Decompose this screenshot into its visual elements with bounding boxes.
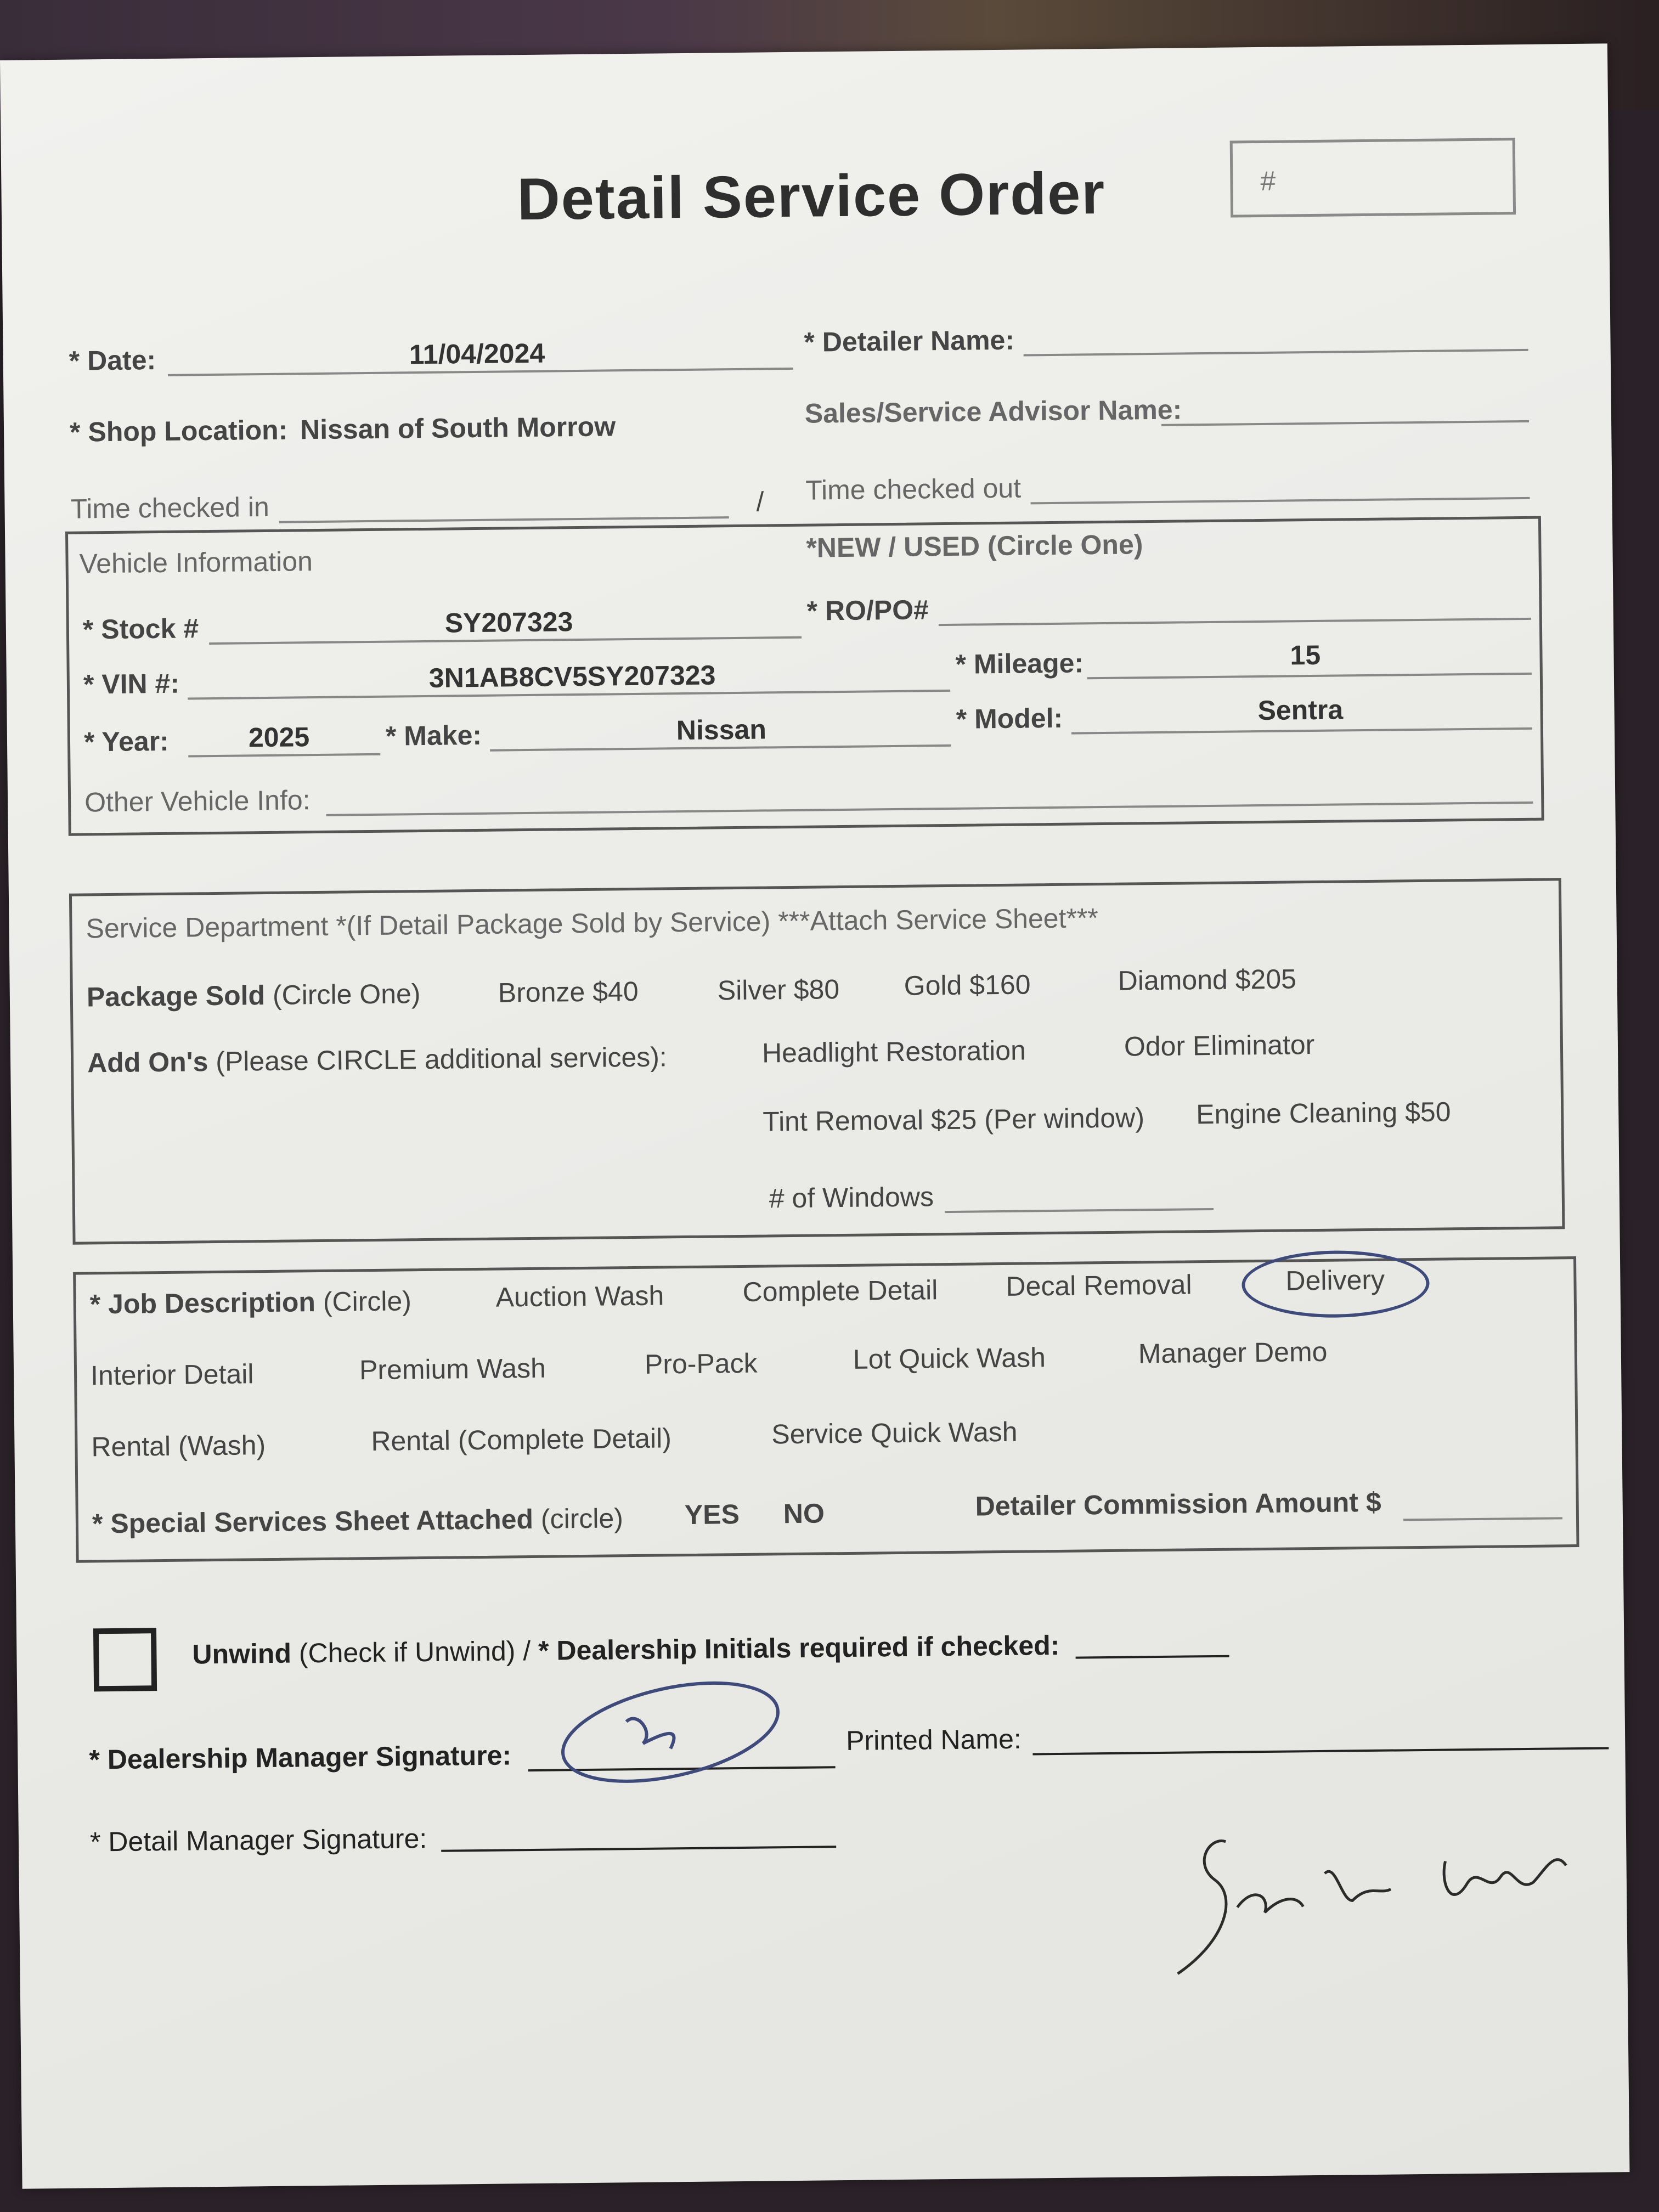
package-gold[interactable]: Gold $160 <box>904 969 1031 1001</box>
addons-title: Add On's <box>87 1046 208 1079</box>
job-interior-detail[interactable]: Interior Detail <box>90 1358 254 1391</box>
job-decal-removal[interactable]: Decal Removal <box>1006 1269 1192 1302</box>
time-out-label: Time checked out <box>805 472 1022 506</box>
advisor-name-label: Sales/Service Advisor Name: <box>804 394 1182 429</box>
shop-location-value: Nissan of South Morrow <box>300 411 616 445</box>
job-description-title: * Job Description <box>89 1286 316 1320</box>
job-description-hint: (Circle) <box>323 1285 412 1317</box>
make-label: * Make: <box>385 719 482 752</box>
commission-label: Detailer Commission Amount $ <box>975 1486 1381 1522</box>
time-out-line <box>1031 497 1530 505</box>
package-sold-label <box>87 978 421 1013</box>
special-services-hint: (circle) <box>540 1503 624 1534</box>
ro-po-label: * RO/PO# <box>806 594 929 627</box>
job-auction-wash[interactable]: Auction Wash <box>495 1280 664 1313</box>
addons-label <box>87 1041 667 1079</box>
printed-name-line <box>1032 1747 1609 1755</box>
windows-count-label: # of Windows <box>769 1181 934 1214</box>
package-sold-hint: (Circle One) <box>272 978 421 1011</box>
unwind-checkbox[interactable] <box>93 1628 157 1691</box>
detail-manager-signature-line <box>441 1846 836 1852</box>
mileage-label: * Mileage: <box>955 647 1084 680</box>
initials-required-label: * Dealership Initials required if checked: <box>538 1629 1060 1666</box>
service-department-heading: Service Department *(If Detail Package Sold by Service) ***Attach Service Sheet*** <box>86 902 1099 944</box>
model-label: * Model: <box>956 702 1063 735</box>
service-order-sheet <box>0 43 1629 2188</box>
addon-odor-eliminator[interactable]: Odor Eliminator <box>1124 1029 1315 1062</box>
job-manager-demo[interactable]: Manager Demo <box>1138 1336 1328 1369</box>
package-diamond[interactable]: Diamond $205 <box>1118 963 1297 996</box>
make-value: Nissan <box>676 714 767 746</box>
special-services-title: * Special Services Sheet Attached <box>92 1503 534 1539</box>
job-premium-wash[interactable]: Premium Wash <box>359 1352 546 1386</box>
job-rental-complete-detail[interactable]: Rental (Complete Detail) <box>371 1423 672 1457</box>
mileage-value: 15 <box>1290 639 1321 671</box>
special-services-no[interactable]: NO <box>783 1498 825 1530</box>
shop-location-label: * Shop Location: <box>69 414 288 448</box>
year-label: * Year: <box>83 725 170 758</box>
job-service-quick-wash[interactable]: Service Quick Wash <box>771 1416 1018 1450</box>
time-in-label: Time checked in <box>70 491 270 524</box>
advisor-name-line <box>1161 420 1529 426</box>
date-label: * Date: <box>69 345 156 376</box>
vehicle-info-heading: Vehicle Information <box>79 546 313 579</box>
addon-headlight-restoration[interactable]: Headlight Restoration <box>761 1035 1026 1069</box>
handwritten-signature <box>1160 1816 1600 1985</box>
year-value: 2025 <box>248 721 310 753</box>
detailer-name-label: * Detailer Name: <box>804 324 1015 358</box>
detailer-name-line <box>1024 349 1528 357</box>
manager-signature-label: * Dealership Manager Signature: <box>89 1740 512 1775</box>
time-in-line <box>279 516 729 523</box>
job-description-label <box>89 1285 411 1320</box>
job-pro-pack[interactable]: Pro-Pack <box>644 1347 758 1380</box>
addons-hint: (Please CIRCLE additional services): <box>215 1041 668 1077</box>
job-delivery[interactable]: Delivery <box>1285 1264 1385 1296</box>
unwind-label <box>192 1629 1060 1671</box>
model-value: Sentra <box>1257 694 1344 726</box>
addon-tint-removal[interactable]: Tint Removal $25 (Per window) <box>763 1102 1145 1137</box>
date-value: 11/04/2024 <box>409 337 545 370</box>
initials-line <box>1076 1655 1229 1659</box>
order-number-prefix: # <box>1260 165 1276 196</box>
addon-engine-cleaning[interactable]: Engine Cleaning $50 <box>1195 1096 1451 1130</box>
special-services-yes[interactable]: YES <box>684 1499 740 1531</box>
new-used-label: *NEW / USED (Circle One) <box>806 529 1143 563</box>
detail-manager-signature-label: * Detail Manager Signature: <box>89 1823 427 1858</box>
package-sold-title: Package Sold <box>86 980 266 1013</box>
package-bronze[interactable]: Bronze $40 <box>498 975 639 1008</box>
job-complete-detail[interactable]: Complete Detail <box>742 1274 938 1307</box>
manager-signature-scribble <box>544 1665 803 1794</box>
time-slash: / <box>756 486 764 517</box>
printed-name-label: Printed Name: <box>845 1723 1022 1757</box>
job-rental-wash[interactable]: Rental (Wash) <box>91 1430 266 1463</box>
unwind-hint: (Check if Unwind) / <box>298 1635 531 1669</box>
package-silver[interactable]: Silver $80 <box>717 974 840 1006</box>
special-services-label <box>92 1502 624 1539</box>
vin-label: * VIN #: <box>83 668 180 700</box>
stock-label: * Stock # <box>82 613 199 645</box>
other-vehicle-info-label: Other Vehicle Info: <box>84 785 311 818</box>
page-title: Detail Service Order <box>517 159 1106 233</box>
stock-value: SY207323 <box>444 606 573 639</box>
job-lot-quick-wash[interactable]: Lot Quick Wash <box>853 1342 1046 1375</box>
vin-value: 3N1AB8CV5SY207323 <box>428 659 716 693</box>
order-number-box <box>1230 138 1516 217</box>
unwind-title: Unwind <box>192 1638 292 1670</box>
